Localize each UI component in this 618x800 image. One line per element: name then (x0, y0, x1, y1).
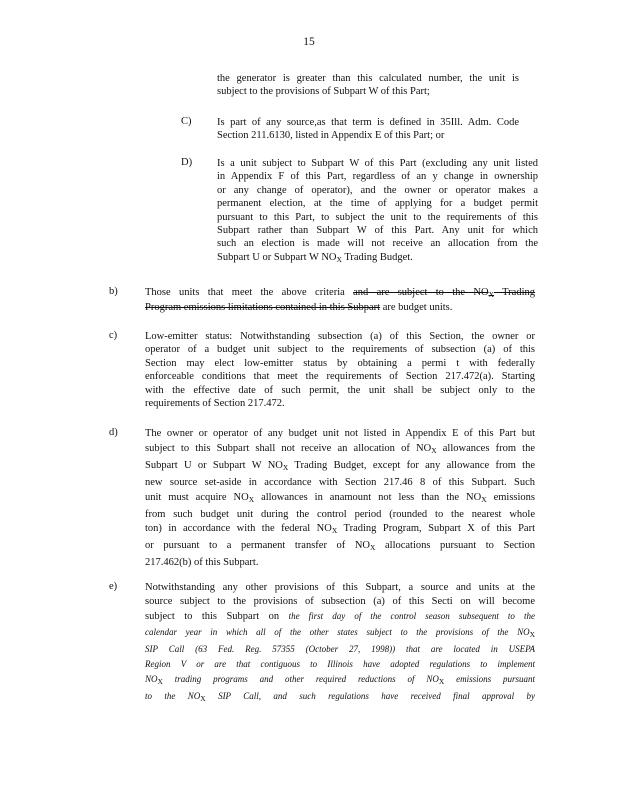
text-run: Trading (494, 287, 535, 298)
italic-text: calendar year in which all of the other states subject to the provisions of the NO (145, 626, 530, 637)
subitem-b-continuation (217, 72, 519, 99)
text-line (145, 459, 535, 476)
text-line (145, 442, 535, 459)
item-d-label: d) (109, 427, 118, 438)
page-number: 15 (303, 36, 315, 48)
text-line (145, 539, 535, 556)
item-e-label: e) (109, 581, 118, 592)
text-line: Is part of any source,as that term is defined in 35Ill. Adm. Code (217, 117, 519, 128)
subscript: X (157, 677, 163, 687)
text-run: allowances from the (436, 442, 535, 454)
subscript: X (200, 694, 206, 704)
text-line: Notwithstanding any other provisions of this Subpart, a source and units at the (145, 582, 535, 593)
text-run: allocations pursuant to Section (375, 540, 535, 552)
subitem-c (217, 116, 519, 143)
subscript: X (488, 290, 494, 299)
italic-text: SIP Call (63 Fed. Reg. 57355 (October 27, 1998)) that are located in USEPA (145, 643, 535, 654)
subscript: X (248, 494, 255, 504)
item-e (145, 581, 535, 707)
text-run: and are subject to the NO (353, 287, 489, 298)
text-line: operator of a budget unit subject to the requirements of subsection (a) of this (145, 344, 535, 356)
text-line: pursuant to this Part, to subject the unit to the requirements of this (217, 211, 538, 223)
text-line: permanent election, at the time of applying for a budget permit (217, 198, 538, 210)
text-run: Subpart U or Subpart W NO (217, 251, 337, 263)
text-line: 217.462(b) of this Subpart. (145, 557, 259, 569)
subscript: X (282, 462, 289, 472)
subscript: X (336, 254, 342, 264)
text-run: ton) in accordance with the federal NO (145, 523, 332, 535)
text-run: Trading Program, Subpart X of this Part (337, 523, 536, 535)
text-line: or any change of operator), and the owner or operator makes a (217, 184, 538, 196)
text-run: allowances in anamount not less than the NO (254, 491, 482, 503)
text-line (145, 625, 535, 642)
text-line: in Appendix F of this Part, regardless of an y change in ownership (217, 171, 538, 183)
text-line: new source set-aside in accordance with Section 217.46 8 of this Subpart. Such (145, 476, 535, 488)
text-line (145, 689, 535, 706)
subscript: X (529, 629, 535, 639)
text-line: Is a unit subject to Subpart W of this Part (excluding any unit listed (217, 158, 538, 169)
text-line (145, 642, 535, 657)
text-run: are budget units. (380, 302, 453, 314)
text-line: The owner or operator of any budget unit not listed in Appendix E of this Part but (145, 428, 535, 439)
text-line (145, 609, 535, 624)
text-line (145, 301, 535, 314)
item-c (145, 330, 535, 410)
subscript: X (438, 677, 445, 687)
text-line (145, 286, 535, 301)
text-line: source subject to the provisions of subsection (a) of this Secti on will become (145, 596, 535, 608)
text-run: Trading Budget. (341, 251, 413, 263)
text-run: or pursuant to a permanent transfer of NO (145, 540, 370, 552)
item-d (145, 427, 535, 571)
text-line (145, 672, 535, 689)
italic-text: emissions pursuant (444, 674, 535, 685)
text-run: emissions (486, 491, 535, 503)
text-run: Trading Budget, except for any allowance from the (288, 459, 535, 471)
item-b-label: b) (109, 286, 118, 297)
text-line: enforceable conditions that meet the requirements of Section 217.472(a). Starting (145, 371, 535, 383)
text-line: requirements of Section 217.472. (145, 398, 285, 410)
text-line (145, 491, 535, 508)
text-run: subject to this Subpart on (145, 611, 280, 623)
subitem-c-label: C) (181, 116, 192, 127)
struck-text: Program emissions limitations contained in this Subpart (145, 302, 381, 314)
text-run: unit must acquire NO (145, 491, 249, 503)
italic-text: Region V or are that contiguous to Illinois have adopted regulations to implement (145, 659, 535, 670)
subscript: X (331, 526, 338, 536)
text-run: subject to this Subpart shall not receive an allocation of NO (145, 442, 432, 454)
text-line: Subpart rather than Subpart W of this Part. Any unit for which (217, 225, 538, 237)
subscript: X (370, 543, 376, 553)
item-b (145, 286, 535, 315)
italic-text: NO (145, 674, 158, 685)
text-line: Section 211.6130, listed in Appendix E of this Part; or (217, 130, 445, 142)
text-line (217, 251, 538, 266)
text-line: the generator is greater than this calculated number, the unit is (217, 73, 519, 84)
text-line: subject to the provisions of Subpart W of this Part; (217, 86, 430, 98)
text-line: with the effective date of such permit, the unit shall be subject only to the (145, 384, 535, 396)
subitem-d-label: D) (181, 157, 193, 168)
text-line (145, 522, 535, 539)
italic-text: trading programs and other required reductions of NO (162, 674, 439, 685)
text-run: Subpart U or Subpart W NO (145, 459, 283, 471)
text-line: Low-emitter status: Notwithstanding subsection (a) of this Section, the owner or (145, 331, 535, 342)
subscript: X (431, 445, 437, 455)
italic-text: SIP Call, and such regulations have received final approval by (205, 691, 536, 702)
text-line (145, 657, 535, 672)
italic-text: to the NO (145, 691, 201, 702)
item-c-label: c) (109, 330, 118, 341)
subscript: X (481, 494, 487, 504)
italic-text: the first day of the control season subsequent to the (288, 611, 535, 622)
text-line: from such budget unit during the control period (rounded to the nearest whole (145, 508, 535, 520)
struck-text (353, 287, 535, 298)
text-line: such an election is made will not receive an allocation from the (217, 238, 538, 250)
text-run: Those units that meet the above criteria (145, 287, 354, 298)
text-line: Section may elect low-emitter status by obtaining a permi t with federally (145, 357, 535, 369)
subitem-d (217, 157, 538, 266)
